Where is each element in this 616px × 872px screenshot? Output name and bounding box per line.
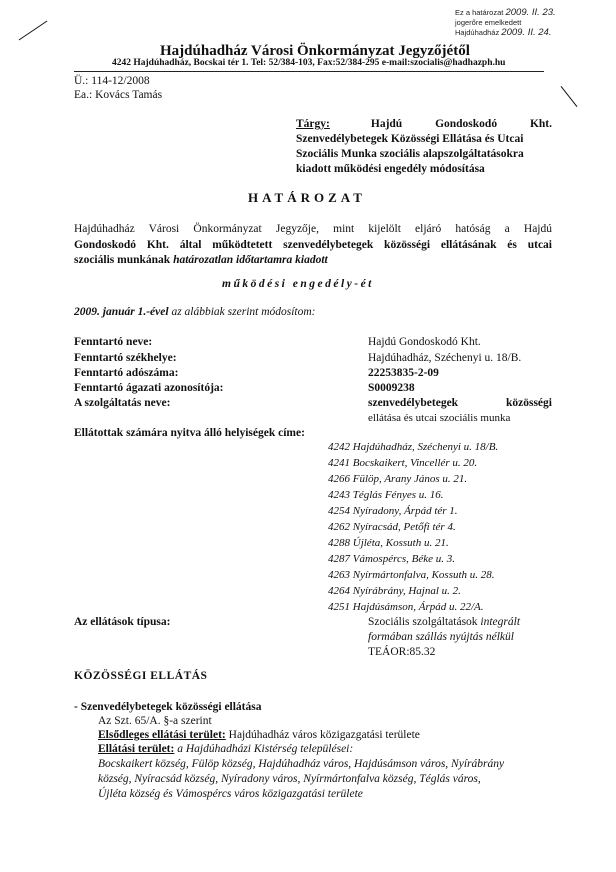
- seat-value: Hajdúhadház, Széchenyi u. 18/B.: [368, 352, 522, 364]
- subject-line-2: Szenvedélybetegek Közösségi Ellátása és Utcai: [296, 132, 524, 145]
- place-item: 4264 Nyírábrány, Hajnal u. 2.: [328, 585, 461, 597]
- place-item: 4242 Hajdúhadház, Széchenyi u. 18/B.: [328, 441, 499, 453]
- primary-area-value: Hajdúhadház város közigazgatási területe: [228, 729, 420, 741]
- place-item: 4262 Nyíracsád, Petőfi tér 4.: [328, 521, 456, 533]
- area-value: a Hajdúhadházi Kistérség települései:: [177, 743, 354, 755]
- seat-label: Fenntartó székhelye:: [74, 352, 177, 364]
- effective-date: 2009. január 1.-ével: [74, 306, 169, 318]
- document-title: HATÁROZAT: [248, 190, 366, 205]
- permit-word: működési engedély-ét: [222, 278, 374, 290]
- stamp-line-1: Ez a határozat: [455, 8, 504, 17]
- effective-statement: [74, 306, 316, 320]
- sector-label: Fenntartó ágazati azonosítója:: [74, 382, 224, 394]
- types-value-1b: integrált: [480, 616, 521, 628]
- pen-mark-top-left: [19, 21, 48, 41]
- header-rule: [74, 71, 544, 72]
- place-item: 4266 Fülöp, Arany János u. 21.: [328, 473, 468, 485]
- area-line-2: község, Nyíracsád község, Nyíradony város, Nyírmártonfalva község, Téglás város,: [98, 773, 481, 785]
- stamp-handwritten-date-2: 2009. II. 24.: [501, 26, 552, 38]
- place-item: 4254 Nyíradony, Árpád tér 1.: [328, 505, 458, 517]
- area-line-1: Bocskaikert község, Fülöp község, Hajdúhadház város, Hajdúsámson város, Nyírábrány: [98, 758, 505, 770]
- stamp-line-3: Hajdúhadház: [455, 27, 500, 37]
- primary-area-label: Elsődleges ellátási terület:: [98, 729, 226, 741]
- service-value-2: ellátása és utcai szociális munka: [368, 412, 511, 424]
- tax-label: Fenntartó adószáma:: [74, 367, 179, 379]
- types-value-3: TEÁOR:85.32: [368, 646, 436, 658]
- intro-paragraph: [74, 222, 552, 269]
- subject-block: [296, 117, 552, 177]
- service-value-1: szenvedélybetegek közösségi: [368, 397, 552, 409]
- places-label: Ellátottak számára nyitva álló helyiségek címe:: [74, 427, 305, 439]
- area-line-3: Újléta község és Vámospércs város közigazgatási területe: [98, 788, 363, 800]
- types-value-1: Szociális szolgáltatások: [368, 616, 478, 628]
- place-item: 4243 Téglás Fényes u. 16.: [328, 489, 444, 501]
- intro-line-3b: határozatlan időtartamra kiadott: [173, 254, 328, 267]
- subject-line-3: Szociális Munka szociális alapszolgáltatásokra: [296, 147, 524, 160]
- effective-rest: az alábbiak szerint módosítom:: [171, 306, 316, 318]
- area-label: Ellátási terület:: [98, 743, 175, 755]
- types-label: Az ellátások típusa:: [74, 616, 171, 628]
- sector-value: S0009238: [368, 382, 415, 394]
- place-item: 4241 Bocskaikert, Vincellér u. 20.: [328, 457, 478, 469]
- section-item-title: - Szenvedélybetegek közösségi ellátása: [74, 701, 262, 713]
- intro-line-3a: szociális munkának: [74, 254, 171, 267]
- subject-line-1: Hajdú Gondoskodó Kht.: [370, 118, 552, 130]
- intro-line-1: Hajdúhadház Városi Önkormányzat Jegyzője, mint kijelölt eljáró hatóság a Hajdú: [74, 223, 552, 235]
- maintainer-label: Fenntartó neve:: [74, 336, 153, 348]
- law-reference: Az Szt. 65/A. §-a szerint: [98, 715, 212, 727]
- intro-line-2: Gondoskodó Kht. által működtetett szenvedélybetegek közösségi ellátásának és utcai: [74, 238, 552, 251]
- reference-number: Ü.: 114-12/2008: [74, 75, 150, 87]
- place-item: 4288 Újléta, Kossuth u. 21.: [328, 537, 449, 549]
- validity-stamp: [455, 8, 556, 38]
- place-item: 4251 Hajdúsámson, Árpád u. 22/A.: [328, 601, 484, 613]
- place-item: 4263 Nyírmártonfalva, Kossuth u. 28.: [328, 569, 495, 581]
- place-item: 4287 Vámospércs, Béke u. 3.: [328, 553, 455, 565]
- types-value-line-1: [368, 616, 520, 630]
- header-title: Hajdúhadház Városi Önkormányzat Jegyzőjétől: [160, 43, 470, 59]
- maintainer-value: Hajdú Gondoskodó Kht.: [368, 336, 481, 348]
- service-label: A szolgáltatás neve:: [74, 397, 171, 409]
- stamp-handwritten-date-1: 2009. II. 23.: [505, 7, 556, 18]
- stamp-line-2: jogerőre emelkedett: [455, 17, 522, 27]
- header-address: 4242 Hajdúhadház, Bocskai tér 1. Tel: 52/384-103, Fax:52/384-295 e-mail:szocialis@hadhazph.hu: [112, 58, 506, 68]
- pen-mark-top-right: [561, 86, 578, 107]
- types-value-2: formában szállás nyújtás nélkül: [368, 631, 514, 643]
- subject-label: Tárgy:: [296, 118, 330, 130]
- tax-value: 22253835-2-09: [368, 367, 439, 379]
- case-handler: Ea.: Kovács Tamás: [74, 89, 163, 101]
- subject-line-4: kiadott működési engedély módosítása: [296, 162, 485, 175]
- primary-area-row: [98, 729, 420, 743]
- section-heading: KÖZÖSSÉGI ELLÁTÁS: [74, 670, 208, 682]
- area-row: [98, 743, 353, 757]
